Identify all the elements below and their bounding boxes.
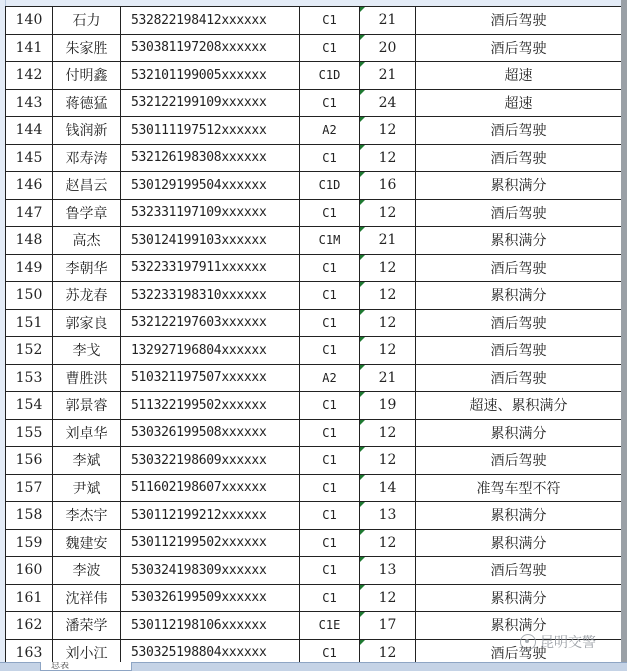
- watermark-text: 昆明交警: [540, 635, 596, 651]
- name-cell[interactable]: 朱家胜: [53, 34, 121, 62]
- points-cell[interactable]: 12: [360, 584, 416, 612]
- name-cell[interactable]: 潘荣学: [53, 612, 121, 640]
- points-cell[interactable]: 12: [360, 419, 416, 447]
- violation-reason-cell[interactable]: 超速、累积满分: [416, 392, 622, 420]
- points-cell[interactable]: 21: [360, 364, 416, 392]
- id-number-cell[interactable]: 532126198308xxxxxx: [121, 144, 300, 172]
- license-type-cell[interactable]: C1: [300, 392, 360, 420]
- table-row: [6, 309, 622, 337]
- table-row: [6, 447, 622, 475]
- violation-reason-cell[interactable]: 准驾车型不符: [416, 474, 622, 502]
- violation-reason-cell[interactable]: 酒后驾驶: [416, 557, 622, 585]
- row-number-cell[interactable]: 149: [6, 254, 53, 282]
- points-cell[interactable]: 24: [360, 89, 416, 117]
- violation-reason-cell[interactable]: 累积满分: [416, 529, 622, 557]
- row-number-cell[interactable]: 140: [6, 7, 53, 35]
- license-type-cell[interactable]: C1: [300, 89, 360, 117]
- table-row: [6, 529, 622, 557]
- table-row: [6, 117, 622, 145]
- name-cell[interactable]: 尹斌: [53, 474, 121, 502]
- license-type-cell[interactable]: A2: [300, 364, 360, 392]
- table-row: [6, 144, 622, 172]
- row-number-cell[interactable]: 159: [6, 529, 53, 557]
- points-cell[interactable]: 14: [360, 474, 416, 502]
- vertical-scrollbar[interactable]: [621, 0, 627, 662]
- row-number-cell[interactable]: 150: [6, 282, 53, 310]
- license-type-cell[interactable]: C1: [300, 557, 360, 585]
- row-number-cell[interactable]: 147: [6, 199, 53, 227]
- name-cell[interactable]: 石力: [53, 7, 121, 35]
- id-number-cell[interactable]: 530111197512xxxxxx: [121, 117, 300, 145]
- violation-reason-cell[interactable]: 酒后驾驶: [416, 34, 622, 62]
- row-number-cell[interactable]: 155: [6, 419, 53, 447]
- row-number-cell[interactable]: 161: [6, 584, 53, 612]
- id-number-cell[interactable]: 132927196804xxxxxx: [121, 337, 300, 365]
- name-cell[interactable]: 邓寿涛: [53, 144, 121, 172]
- violation-reason-cell[interactable]: 累积满分: [416, 502, 622, 530]
- row-number-cell[interactable]: 148: [6, 227, 53, 255]
- name-cell[interactable]: 郭景睿: [53, 392, 121, 420]
- table-row: [6, 62, 622, 90]
- license-type-cell[interactable]: C1D: [300, 62, 360, 90]
- table-row: [6, 364, 622, 392]
- id-number-cell[interactable]: 532233197911xxxxxx: [121, 254, 300, 282]
- license-type-cell[interactable]: C1M: [300, 227, 360, 255]
- row-number-cell[interactable]: 151: [6, 309, 53, 337]
- license-type-cell[interactable]: C1: [300, 144, 360, 172]
- points-cell[interactable]: 12: [360, 337, 416, 365]
- table-row: [6, 282, 622, 310]
- id-number-cell[interactable]: 530324198309xxxxxx: [121, 557, 300, 585]
- table-row: [6, 584, 622, 612]
- license-type-cell[interactable]: C1D: [300, 172, 360, 200]
- id-number-cell[interactable]: 532233198310xxxxxx: [121, 282, 300, 310]
- id-number-cell[interactable]: 532822198412xxxxxx: [121, 7, 300, 35]
- table-row: [6, 474, 622, 502]
- name-cell[interactable]: 沈祥伟: [53, 584, 121, 612]
- points-cell[interactable]: 21: [360, 62, 416, 90]
- points-cell[interactable]: 12: [360, 309, 416, 337]
- table-row: [6, 89, 622, 117]
- name-cell[interactable]: 李波: [53, 557, 121, 585]
- violation-reason-cell[interactable]: 酒后驾驶: [416, 337, 622, 365]
- points-cell[interactable]: 17: [360, 612, 416, 640]
- name-cell[interactable]: 付明鑫: [53, 62, 121, 90]
- id-number-cell[interactable]: 532331197109xxxxxx: [121, 199, 300, 227]
- name-cell[interactable]: 李朝华: [53, 254, 121, 282]
- license-type-cell[interactable]: C1: [300, 502, 360, 530]
- violations-table: [5, 6, 622, 662]
- violation-reason-cell[interactable]: 酒后驾驶: [416, 309, 622, 337]
- license-type-cell[interactable]: C1: [300, 639, 360, 662]
- points-cell[interactable]: 12: [360, 447, 416, 475]
- id-number-cell[interactable]: 530381197208xxxxxx: [121, 34, 300, 62]
- id-number-cell[interactable]: 530112199502xxxxxx: [121, 529, 300, 557]
- points-cell[interactable]: 19: [360, 392, 416, 420]
- violation-reason-cell[interactable]: 累积满分: [416, 419, 622, 447]
- name-cell[interactable]: 钱润新: [53, 117, 121, 145]
- name-cell[interactable]: 李杰宇: [53, 502, 121, 530]
- row-number-cell[interactable]: 141: [6, 34, 53, 62]
- license-type-cell[interactable]: C1: [300, 199, 360, 227]
- violation-reason-cell[interactable]: 超速: [416, 89, 622, 117]
- name-cell[interactable]: 李斌: [53, 447, 121, 475]
- name-cell[interactable]: 刘卓华: [53, 419, 121, 447]
- row-number-cell[interactable]: 158: [6, 502, 53, 530]
- row-number-cell[interactable]: 163: [6, 639, 53, 662]
- id-number-cell[interactable]: 530322198609xxxxxx: [121, 447, 300, 475]
- violation-reason-cell[interactable]: 酒后驾驶: [416, 7, 622, 35]
- violation-reason-cell[interactable]: 酒后驾驶: [416, 117, 622, 145]
- row-number-cell[interactable]: 156: [6, 447, 53, 475]
- id-number-cell[interactable]: 511322199502xxxxxx: [121, 392, 300, 420]
- table-row: [6, 337, 622, 365]
- row-number-cell[interactable]: 153: [6, 364, 53, 392]
- license-type-cell[interactable]: C1: [300, 254, 360, 282]
- violation-reason-cell[interactable]: 累积满分: [416, 172, 622, 200]
- row-number-cell[interactable]: 157: [6, 474, 53, 502]
- violation-reason-cell[interactable]: 酒后驾驶: [416, 639, 622, 662]
- id-number-cell[interactable]: 530326199509xxxxxx: [121, 584, 300, 612]
- name-cell[interactable]: 郭家良: [53, 309, 121, 337]
- violation-reason-cell[interactable]: 累积满分: [416, 612, 622, 640]
- points-cell[interactable]: 13: [360, 502, 416, 530]
- points-cell[interactable]: 12: [360, 199, 416, 227]
- points-cell[interactable]: 21: [360, 227, 416, 255]
- id-number-cell[interactable]: 510321197507xxxxxx: [121, 364, 300, 392]
- license-type-cell[interactable]: A2: [300, 117, 360, 145]
- watermark: [520, 632, 596, 652]
- license-type-cell[interactable]: C1: [300, 34, 360, 62]
- table-row: [6, 199, 622, 227]
- id-number-cell[interactable]: 511602198607xxxxxx: [121, 474, 300, 502]
- violation-reason-cell[interactable]: 酒后驾驶: [416, 199, 622, 227]
- license-type-cell[interactable]: C1E: [300, 612, 360, 640]
- points-cell[interactable]: 21: [360, 7, 416, 35]
- wechat-logo-icon: [520, 634, 536, 650]
- row-number-cell[interactable]: 143: [6, 89, 53, 117]
- name-cell[interactable]: 高杰: [53, 227, 121, 255]
- table-row: [6, 172, 622, 200]
- table-row: [6, 7, 622, 35]
- violation-reason-cell[interactable]: 酒后驾驶: [416, 144, 622, 172]
- id-number-cell[interactable]: 532122197603xxxxxx: [121, 309, 300, 337]
- name-cell[interactable]: 李戈: [53, 337, 121, 365]
- name-cell[interactable]: 赵昌云: [53, 172, 121, 200]
- table-row: [6, 419, 622, 447]
- id-number-cell[interactable]: 530129199504xxxxxx: [121, 172, 300, 200]
- table-row: [6, 34, 622, 62]
- license-type-cell[interactable]: C1: [300, 282, 360, 310]
- license-type-cell[interactable]: C1: [300, 584, 360, 612]
- violation-reason-cell[interactable]: 累积满分: [416, 282, 622, 310]
- id-number-cell[interactable]: 530325198804xxxxxx: [121, 639, 300, 662]
- row-number-cell[interactable]: 142: [6, 62, 53, 90]
- points-cell[interactable]: 16: [360, 172, 416, 200]
- points-cell[interactable]: 12: [360, 639, 416, 662]
- violation-reason-cell[interactable]: 累积满分: [416, 227, 622, 255]
- table-row: [6, 254, 622, 282]
- id-number-cell[interactable]: 530124199103xxxxxx: [121, 227, 300, 255]
- license-type-cell[interactable]: C1: [300, 7, 360, 35]
- points-cell[interactable]: 12: [360, 529, 416, 557]
- name-cell[interactable]: 鲁学章: [53, 199, 121, 227]
- points-cell[interactable]: 12: [360, 282, 416, 310]
- license-type-cell[interactable]: C1: [300, 474, 360, 502]
- id-number-cell[interactable]: 532122199109xxxxxx: [121, 89, 300, 117]
- table-row: [6, 227, 622, 255]
- license-type-cell[interactable]: C1: [300, 337, 360, 365]
- violation-reason-cell[interactable]: 酒后驾驶: [416, 447, 622, 475]
- license-type-cell[interactable]: C1: [300, 309, 360, 337]
- license-type-cell[interactable]: C1: [300, 447, 360, 475]
- points-cell[interactable]: 12: [360, 144, 416, 172]
- row-number-cell[interactable]: 144: [6, 117, 53, 145]
- license-type-cell[interactable]: C1: [300, 529, 360, 557]
- name-cell[interactable]: 魏建安: [53, 529, 121, 557]
- violation-reason-cell[interactable]: 酒后驾驶: [416, 254, 622, 282]
- row-number-cell[interactable]: 162: [6, 612, 53, 640]
- points-cell[interactable]: 12: [360, 254, 416, 282]
- points-cell[interactable]: 12: [360, 117, 416, 145]
- id-number-cell[interactable]: 530326199508xxxxxx: [121, 419, 300, 447]
- table-row: [6, 392, 622, 420]
- row-number-cell[interactable]: 152: [6, 337, 53, 365]
- name-cell[interactable]: 苏龙春: [53, 282, 121, 310]
- points-cell[interactable]: 20: [360, 34, 416, 62]
- row-number-cell[interactable]: 146: [6, 172, 53, 200]
- name-cell[interactable]: 刘小江: [53, 639, 121, 662]
- name-cell[interactable]: 曹胜洪: [53, 364, 121, 392]
- violation-reason-cell[interactable]: 超速: [416, 62, 622, 90]
- table-row: [6, 502, 622, 530]
- points-cell[interactable]: 13: [360, 557, 416, 585]
- row-number-cell[interactable]: 145: [6, 144, 53, 172]
- license-type-cell[interactable]: C1: [300, 419, 360, 447]
- sheet-tab-main[interactable]: 总表: [40, 662, 132, 671]
- id-number-cell[interactable]: 532101199005xxxxxx: [121, 62, 300, 90]
- id-number-cell[interactable]: 530112198106xxxxxx: [121, 612, 300, 640]
- id-number-cell[interactable]: 530112199212xxxxxx: [121, 502, 300, 530]
- name-cell[interactable]: 蒋德猛: [53, 89, 121, 117]
- table-row: [6, 557, 622, 585]
- row-number-cell[interactable]: 154: [6, 392, 53, 420]
- violation-reason-cell[interactable]: 酒后驾驶: [416, 364, 622, 392]
- violation-reason-cell[interactable]: 累积满分: [416, 584, 622, 612]
- row-number-cell[interactable]: 160: [6, 557, 53, 585]
